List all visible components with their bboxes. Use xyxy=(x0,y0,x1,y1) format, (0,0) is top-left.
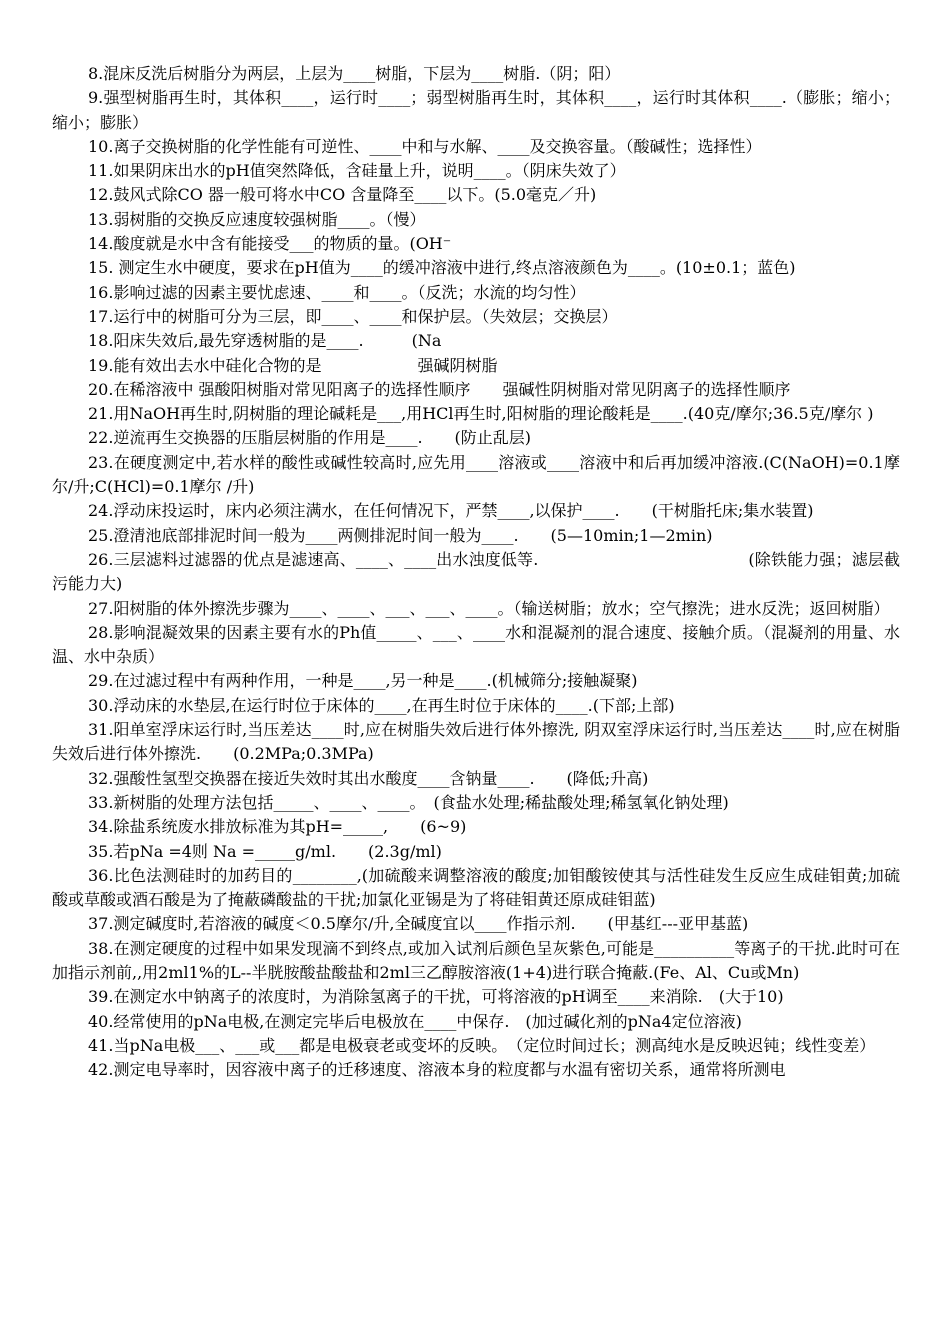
question-24: 24.浮动床投运时，床内必须注满水，在任何情况下，严禁____,以保护____. (干树脂托床;集水装置) xyxy=(88,501,814,521)
question-12: 12.鼓风式除CO 器一般可将水中CO 含量降至____以下。(5.0毫克／升) xyxy=(88,185,597,205)
question-38: 38.在测定硬度的过程中如果发现滴不到终点,或加入试剂后颜色呈灰紫色,可能是__________等离子的干扰.此时可在加指示剂前,,用2ml1%的L--半胱胺酸盐酸盐和2ml三乙醇胺溶液(1+4)进行联合掩蔽.(Fe、Al、Cu或Mn) xyxy=(52,938,900,982)
question-9: 9.强型树脂再生时，其体积____，运行时____；弱型树脂再生时，其体积____，运行时其体积____.（膨胀；缩小；缩小；膨胀） xyxy=(52,88,900,132)
question-21: 21.用NaOH再生时,阴树脂的理论碱耗是___,用HCl再生时,阳树脂的理论酸耗是____.(40克/摩尔;36.5克/摩尔 ) xyxy=(88,404,874,424)
question-31: 31.阳单室浮床运行时,当压差达____时,应在树脂失效后进行体外擦洗, 阴双室浮床运行时,当压差达____时,应在树脂失效后进行体外擦洗. (0.2MPa;0.3MPa) xyxy=(52,720,900,764)
question-30: 30.浮动床的水垫层,在运行时位于床体的____,在再生时位于床体的____.(下部;上部) xyxy=(88,695,675,715)
question-23: 23.在硬度测定中,若水样的酸性或碱性较高时,应先用____溶液或____溶液中和后再加缓冲溶液.(C(NaOH)=0.1摩尔/升;C(HCl)=0.1摩尔 /升) xyxy=(52,452,900,497)
question-19: 19.能有效出去水中硅化合物的是 强碱阴树脂 xyxy=(88,355,498,375)
question-15: 15. 测定生水中硬度，要求在pH值为____的缓冲溶液中进行,终点溶液颜色为____。(10±0.1；蓝色) xyxy=(88,258,796,278)
question-26: 26.三层滤料过滤器的优点是滤速高、____、____出水浊度低等. (除铁能力强；滤层截污能力大) xyxy=(52,549,900,594)
question-33: 33.新树脂的处理方法包括_____、____、____。 (食盐水处理;稀盐酸处理;稀氢氧化钠处理) xyxy=(88,792,729,812)
question-16: 16.影响过滤的因素主要忧虑速、____和____。（反洗；水流的均匀性） xyxy=(88,282,586,302)
document-page xyxy=(52,62,900,1082)
question-36: 36.比色法测硅时的加药目的________,(加硫酸来调整溶液的酸度;加钼酸铵使其与活性硅发生反应生成硅钼黄;加硫酸或草酸或酒石酸是为了掩蔽磷酸盐的干扰;加氯化亚锡是为了将硅钼黄还原成硅钼蓝) xyxy=(52,865,900,910)
question-8: 8.混床反洗后树脂分为两层，上层为____树脂，下层为____树脂.（阴；阳） xyxy=(88,64,621,83)
question-34: 34.除盐系统废水排放标准为其pH=_____, (6~9) xyxy=(88,817,467,837)
question-17: 17.运行中的树脂可分为三层，即____、____和保护层。（失效层；交换层） xyxy=(88,306,618,326)
question-13: 13.弱树脂的交换反应速度较强树脂____。（慢） xyxy=(88,209,426,229)
question-32: 32.强酸性氢型交换器在接近失效时其出水酸度____含钠量____. (降低;升高) xyxy=(88,768,649,788)
question-22: 22.逆流再生交换器的压脂层树脂的作用是____. (防止乱层) xyxy=(88,428,532,448)
question-29: 29.在过滤过程中有两种作用，一种是____,另一种是____.(机械筛分;接触凝聚) xyxy=(88,671,638,691)
question-42: 42.测定电导率时，因容液中离子的迁移速度、溶液本身的粒度都与水温有密切关系，通常将所测电 xyxy=(88,1060,786,1080)
question-41: 41.当pNa电极___、___或___都是电极衰老或变坏的反映。 （定位时间过长；测高纯水是反映迟钝；线性变差） xyxy=(88,1035,876,1055)
question-37: 37.测定碱度时,若溶液的碱度＜0.5摩尔/升,全碱度宜以____作指示剂. (甲基红---亚甲基蓝) xyxy=(88,914,749,934)
question-11: 11.如果阴床出水的pH值突然降低，含硅量上升，说明____。（阴床失效了） xyxy=(88,161,626,181)
question-10: 10.离子交换树脂的化学性能有可逆性、____中和与水解、____及交换容量。（酸碱性；选择性） xyxy=(88,136,762,156)
question-18: 18.阳床失效后,最先穿透树脂的是____. (Na xyxy=(88,331,442,351)
question-20: 20.在稀溶液中 强酸阳树脂对常见阳离子的选择性顺序 强碱性阴树脂对常见阴离子的选择性顺序 xyxy=(88,379,791,399)
question-40: 40.经常使用的pNa电极,在测定完毕后电极放在____中保存. (加过碱化剂的pNa4定位溶液) xyxy=(88,1011,742,1031)
question-35: 35.若pNa =4则 Na =_____g/ml. (2.3g/ml) xyxy=(88,841,442,861)
question-25: 25.澄清池底部排泥时间一般为____两侧排泥时间一般为____. (5—10min;1—2min) xyxy=(88,525,713,545)
question-27: 27.阳树脂的体外擦洗步骤为____、____、___、___、____。（输送树脂；放水；空气擦洗；进水反洗；返回树脂） xyxy=(88,598,890,618)
question-14: 14.酸度就是水中含有能接受___的物质的量。(OH⁻ xyxy=(88,234,452,254)
question-28: 28.影响混凝效果的因素主要有水的Ph值_____、___、____水和混凝剂的混合速度、接触介质。（混凝剂的用量、水温、水中杂质） xyxy=(52,622,900,667)
question-39: 39.在测定水中钠离子的浓度时，为消除氢离子的干扰，可将溶液的pH调至____来消除. (大于10) xyxy=(88,987,784,1007)
